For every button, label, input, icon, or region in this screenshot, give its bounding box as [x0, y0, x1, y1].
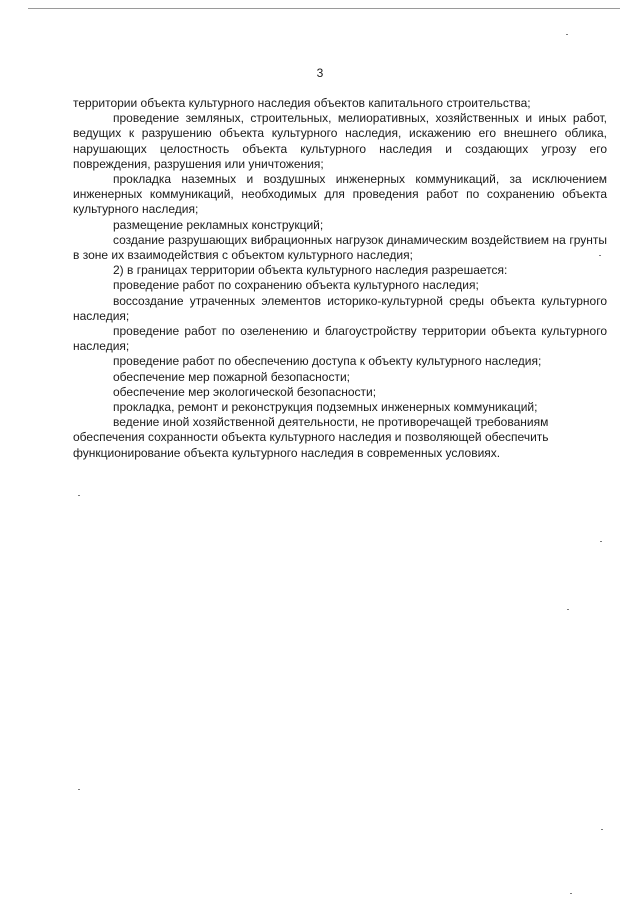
paragraph-restoration: воссоздание утраченных элементов историко-культурной среды объекта культурного наследия;: [73, 293, 607, 323]
paragraph-vibration-loads: создание разрушающих вибрационных нагрузок динамическим воздействием на грунты в зоне их взаимодействия с объектом культурного наследия;: [73, 232, 607, 263]
scan-speck: [78, 789, 80, 790]
paragraph-landscaping: проведение работ по озеленению и благоустройству территории объекта культурного наследия;: [73, 324, 607, 354]
scan-top-edge-line: [28, 8, 620, 9]
scan-speck: [78, 495, 80, 496]
scan-speck: [570, 893, 572, 894]
page-number: 3: [316, 66, 324, 80]
paragraph-permitted-heading: 2) в границах территории объекта культурного наследия разрешается:: [113, 263, 508, 278]
scan-speck: [599, 255, 601, 256]
scan-speck: [566, 34, 568, 35]
scan-speck: [600, 541, 602, 542]
paragraph-preservation-works: проведение работ по сохранению объекта культурного наследия;: [113, 278, 479, 293]
paragraph-continuation: территории объекта культурного наследия объектов капитального строительства;: [73, 96, 531, 110]
paragraph-underground-utilities: прокладка, ремонт и реконструкция подземных инженерных коммуникаций;: [113, 400, 538, 415]
scan-speck: [567, 609, 569, 610]
paragraph-overground-utilities: прокладка наземных и воздушных инженерных коммуникаций, за исключением инженерных коммуникаций, необходимых для проведения работ по сохранению объекта культурного наследия;: [73, 172, 607, 217]
paragraph-earthworks: проведение земляных, строительных, мелиоративных, хозяйственных и иных работ, ведущих к разрушению объекта культурного наследия, искажению его внешнего облика, нарушающих целостность объекта культурного наследия и создающих угрозу его повреждения, разрушения или уничтожения;: [73, 111, 607, 171]
paragraph-other-activity: ведение иной хозяйственной деятельности, не противоречащей требованиям обеспечения сохранности объекта культурного наследия и позволяющей обеспечить функционирование объекта культурного наследия в современных условиях.: [73, 415, 549, 460]
paragraph-access: проведение работ по обеспечению доступа к объекту культурного наследия;: [113, 354, 542, 369]
paragraph-advertising: размещение рекламных конструкций;: [113, 217, 324, 232]
scan-speck: [601, 829, 603, 830]
document-body: [73, 96, 607, 461]
paragraph-fire-safety: обеспечение мер пожарной безопасности;: [113, 369, 350, 384]
paragraph-ecological-safety: обеспечение мер экологической безопасности;: [113, 384, 377, 399]
